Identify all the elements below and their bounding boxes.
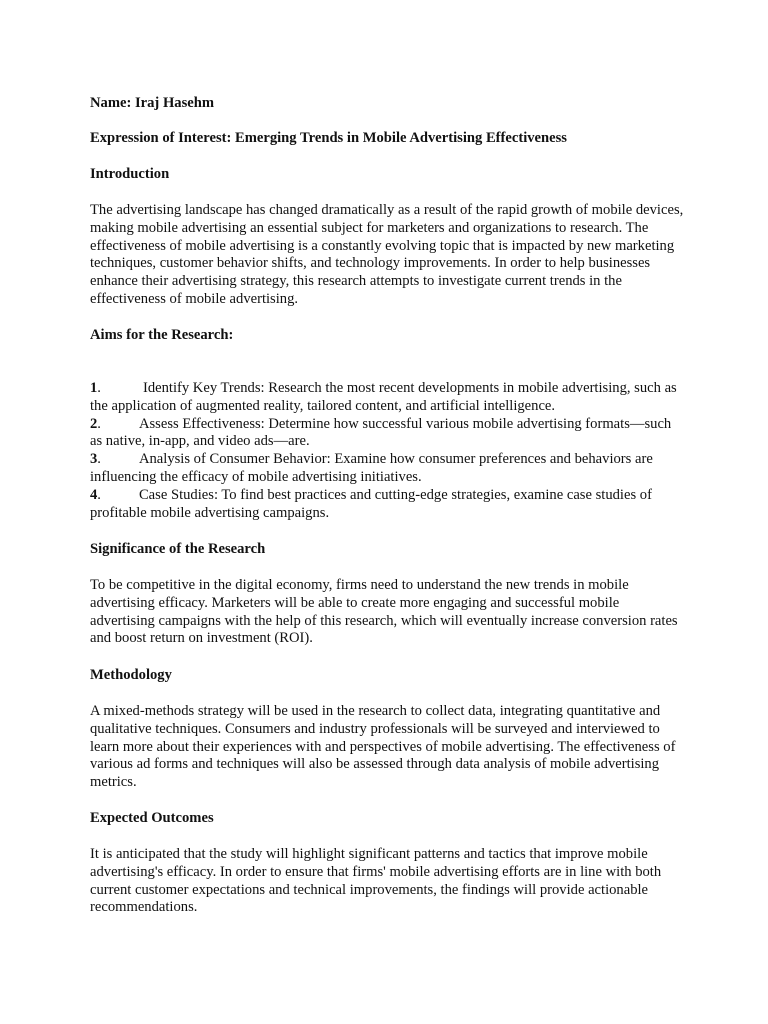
- aim-item-2: 2. Assess Effectiveness: Determine how successful various mobile advertising formats—such as native, in-app, and video ads—are.: [90, 415, 672, 450]
- methodology-heading: Methodology: [90, 667, 172, 683]
- significance-heading: Significance of the Research: [90, 541, 266, 557]
- introduction-heading: Introduction: [90, 166, 170, 182]
- significance-body: To be competitive in the digital economy, firms need to understand the new trends in mobile advertising efficacy. Marketers will be able to create more engaging and successful mobile advertising campaigns with the help of this research, which will eventually increase conversion rates and boost return on investment (ROI).: [90, 577, 678, 647]
- document-title: Expression of Interest: Emerging Trends in Mobile Advertising Effectiveness: [90, 130, 567, 146]
- outcomes-body: It is anticipated that the study will highlight significant patterns and tactics that improve mobile advertising's efficacy. In order to ensure that firms' mobile advertising efforts are in line with both current customer expectations and technical improvements, the findings will provide actionable recommendations.: [90, 846, 662, 916]
- methodology-body: A mixed-methods strategy will be used in the research to collect data, integrating quantitative and qualitative techniques. Consumers and industry professionals will be surveyed and interviewed to learn more about their experiences with and perspectives of mobile advertising. The effectiveness of various ad forms and techniques will also be assessed through data analysis of mobile advertising metrics.: [90, 703, 676, 791]
- aim-number: 1: [90, 380, 98, 396]
- introduction-body: The advertising landscape has changed dramatically as a result of the rapid growth of mobile devices, making mobile advertising an essential subject for marketers and organizations to research. The effectiveness of mobile advertising is a constantly evolving topic that is impacted by new marketing techniques, customer behavior shifts, and technology improvements. In order to help businesses enhance their advertising strategy, this research attempts to investigate current trends in the effectiveness of mobile advertising.: [90, 202, 684, 307]
- aim-number: 2: [90, 415, 98, 432]
- aim-number: 3: [90, 451, 98, 468]
- aim-text: Identify Key Trends: Research the most recent developments in mobile advertising, such as the application of augmented reality, tailored content, and artificial intelligence.: [90, 380, 677, 414]
- aim-item-1: 1. Identify Key Trends: Research the most recent developments in mobile advertising, such as the application of augmented reality, tailored content, and artificial intelligence.: [90, 380, 677, 414]
- author-name: Name: Iraj Hasehm: [90, 95, 215, 111]
- aim-item-4: 4. Case Studies: To find best practices and cutting-edge strategies, examine case studies of profitable mobile advertising campaigns.: [90, 486, 652, 521]
- aims-heading: Aims for the Research:: [90, 327, 234, 343]
- aim-number: 4: [90, 486, 98, 503]
- aims-list: [90, 380, 686, 522]
- aim-text: Case Studies: To find best practices and cutting-edge strategies, examine case studies of profitable mobile advertising campaigns.: [90, 486, 652, 521]
- outcomes-heading: Expected Outcomes: [90, 810, 214, 826]
- aim-item-3: 3. Analysis of Consumer Behavior: Examine how consumer preferences and behaviors are influencing the efficacy of mobile advertising initiatives.: [90, 451, 653, 485]
- aim-text: Analysis of Consumer Behavior: Examine how consumer preferences and behaviors are influencing the efficacy of mobile advertising initiatives.: [90, 451, 653, 485]
- aim-text: Assess Effectiveness: Determine how successful various mobile advertising formats—such as native, in-app, and video ads—are.: [90, 415, 672, 450]
